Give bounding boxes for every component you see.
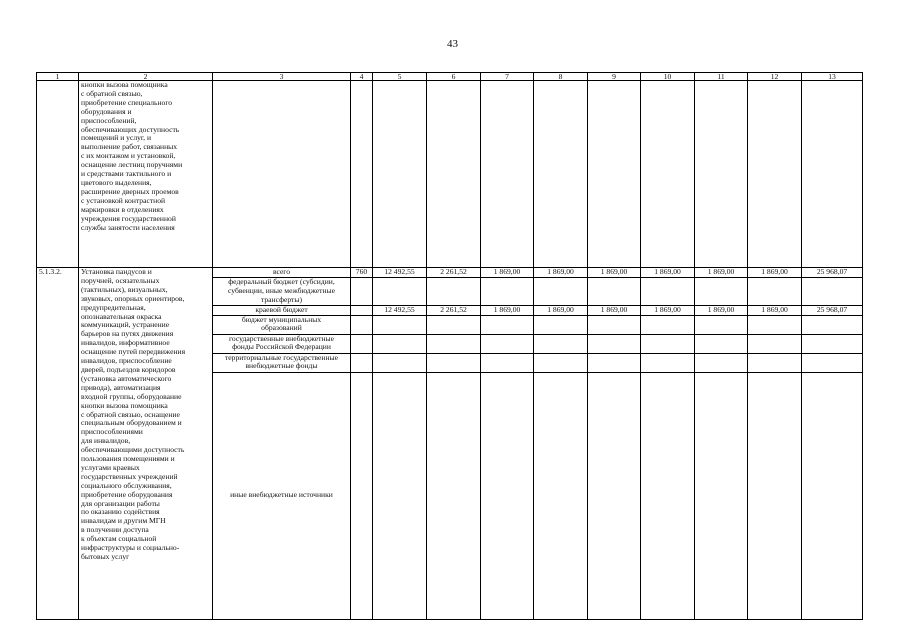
table-cell: 1 869,00 [695,305,748,315]
funding-source: бюджет муниципальных образований [213,315,351,334]
table-cell [534,277,588,305]
table-cell: 760 [351,268,373,278]
table-cell: 1 869,00 [481,305,534,315]
column-number-row [37,73,863,81]
table-cell [802,334,863,353]
table-cell [351,315,373,334]
table-cell [695,334,748,353]
table-cell [695,372,748,619]
table-cell: 1 869,00 [695,268,748,278]
page-number: 43 [447,38,458,50]
table-cell [588,334,641,353]
column-header: 5 [373,73,427,81]
table-cell [534,353,588,372]
table-cell: 12 492,55 [373,268,427,278]
table-cell [373,315,427,334]
table-cell: 12 492,55 [373,305,427,315]
funding-source: государственные внебюджетные фонды Российской Федерации [213,334,351,353]
table-cell [481,353,534,372]
table-cell [588,353,641,372]
table-cell [351,334,373,353]
funding-source: иные внебюджетные источники [213,372,351,619]
column-header: 6 [427,73,481,81]
table-cell [481,334,534,353]
table-cell [534,334,588,353]
table-cell [427,277,481,305]
table-row [37,268,863,278]
table-cell [351,277,373,305]
table-cell [427,372,481,619]
table-cell [373,372,427,619]
table-cell: 1 869,00 [534,305,588,315]
table-cell [802,315,863,334]
table-cell [351,353,373,372]
table-cell [481,315,534,334]
table-cell [695,315,748,334]
item-code: 5.1.3.2. [37,268,79,620]
table-cell [695,277,748,305]
table-cell: 1 869,00 [588,305,641,315]
table-cell [588,315,641,334]
table-cell [748,353,802,372]
table-cell: 2 261,52 [427,268,481,278]
table-cell [427,353,481,372]
table-cell [748,277,802,305]
table-cell [588,277,641,305]
column-header: 2 [79,73,213,81]
table-cell [748,334,802,353]
funding-source: территориальные государственные внебюджетные фонды [213,353,351,372]
table-cell [534,315,588,334]
table-cell [641,334,695,353]
table-cell: 25 968,07 [802,268,863,278]
table-cell [373,334,427,353]
item-description: Установка пандусов и поручней, осязательных (тактильных), визуальных, звуковых, опорных ориентиров, предупредительная, опознавательная окраска коммуникаций, устранение барьеров на путях движения инвалидов, информативное оснащение путей передвижения инвалидов, приспособление дверей, подъездов коридоров (установка автоматического привода), автоматизация входной группы, оборудование кнопки вызова помощника с обратной связью, оснащение специальным оборудованием и приспособлениями для инвалидов, обеспечивающими доступность пользования помещениями и услугами краевых государственных учреждений социального обслуживания, приобретение оборудования для организации работы по оказанию содействия инвалидам и другим МГН в получении доступа к объектам социальной инфраструктуры и социально- бытовых услуг [79,268,213,620]
table-cell: 1 869,00 [641,305,695,315]
table-cell [427,334,481,353]
table-cell [427,315,481,334]
column-header: 10 [641,73,695,81]
program-table [36,72,863,620]
table-cell [373,277,427,305]
continued-row [37,81,863,268]
table-cell [481,277,534,305]
column-header: 11 [695,73,748,81]
table-cell [641,353,695,372]
table-cell [641,315,695,334]
table-cell: 25 968,07 [802,305,863,315]
column-header: 13 [802,73,863,81]
funding-source: федеральный бюджет (субсидии, субвенции, иные межбюджетные трансферты) [213,277,351,305]
continued-description: кнопки вызова помощника с обратной связью, приобретение специального оборудования и приспособлений, обеспечивающих доступность помещений и услуг, и выполнение работ, связанных с их монтажом и установкой, оснащение лестниц поручнями и средствами тактильного и цветового выделения, расширение дверных проемов с установкой контрастной маркировки в отделениях учреждения государственной службы занятости населения [79,81,213,268]
table-cell [641,372,695,619]
table-cell: 1 869,00 [641,268,695,278]
table-cell [748,372,802,619]
funding-source: всего [213,268,351,278]
column-header: 1 [37,73,79,81]
table-cell [534,372,588,619]
table-cell [373,353,427,372]
table-cell: 1 869,00 [534,268,588,278]
column-header: 12 [748,73,802,81]
column-header: 8 [534,73,588,81]
table-cell: 1 869,00 [748,305,802,315]
table-cell [802,277,863,305]
column-header: 4 [351,73,373,81]
table-cell [802,353,863,372]
table-cell [695,353,748,372]
table-cell: 1 869,00 [588,268,641,278]
table-cell [351,372,373,619]
table-cell [588,372,641,619]
column-header: 9 [588,73,641,81]
table-cell: 1 869,00 [481,268,534,278]
table-cell: 1 869,00 [748,268,802,278]
funding-source: краевой бюджет [213,305,351,315]
column-header: 7 [481,73,534,81]
column-header: 3 [213,73,351,81]
table-cell [641,277,695,305]
table-cell [802,372,863,619]
table-cell [748,315,802,334]
table-cell: 2 261,52 [427,305,481,315]
table-cell [481,372,534,619]
table-cell [351,305,373,315]
